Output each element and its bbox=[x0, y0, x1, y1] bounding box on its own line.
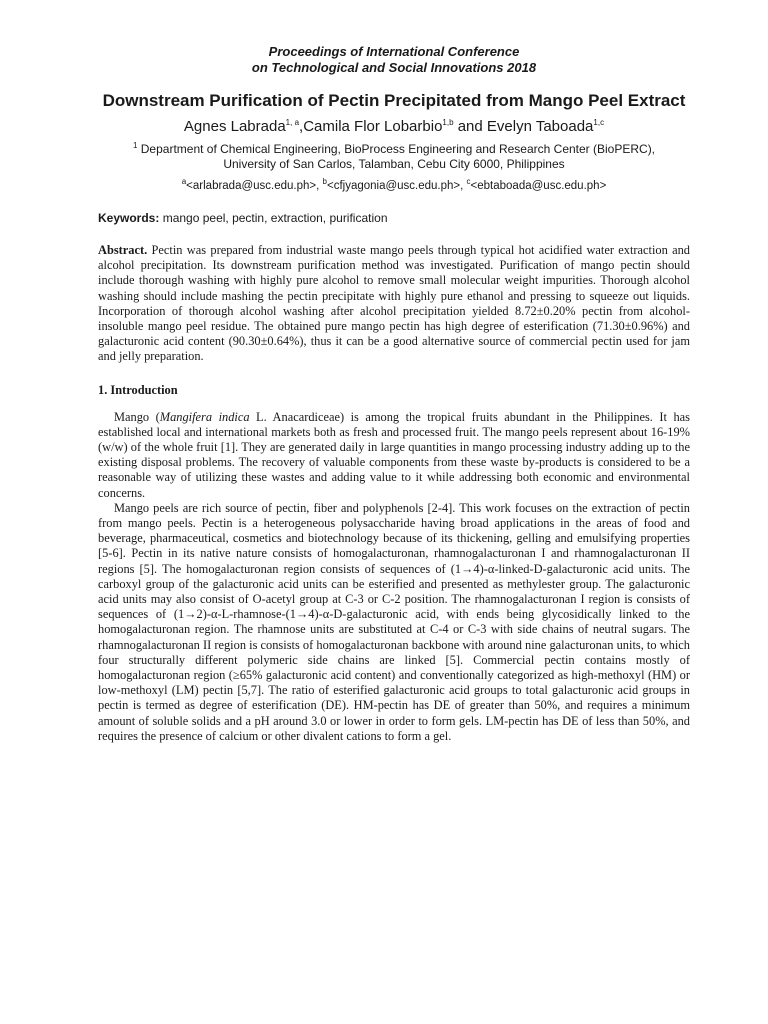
intro-p1-start: Mango ( bbox=[114, 409, 160, 424]
affiliation-mark: 1 bbox=[132, 141, 138, 150]
abstract-text: Pectin was prepared from industrial waste mango peels through typical hot acidified water extraction and alcohol precipitation. Its downstream purification method was investigated. Purification of mango pectin should include thorough washing with highly pure alcohol to remove small molecular weight impurities. Thorough alcohol washing should include mashing the pectin precipitate with highly pure ethanol and pressing to squeeze out liquids. Incorporation of thorough alcohol washing after alcohol precipitation yielded 8.72±0.20% pectin from alcohol-insoluble mango peel residue. The obtained pure mango pectin has high degree of esterification (71.30±0.96%) and galacturonic acid content (90.30±0.64%), thus it can be a good alternative source of commercial pectin used for jam and jelly preparation. bbox=[98, 243, 690, 364]
affiliation bbox=[98, 142, 690, 172]
author-emails bbox=[98, 179, 690, 193]
email-b-mark: b bbox=[322, 177, 327, 187]
abstract bbox=[98, 243, 690, 365]
author-list: Agnes Labrada$^{1, a}$,Camila Flor Lobarbio$^{1,b}$ and Evelyn Taboada$^{1,c}$ bbox=[183, 118, 605, 135]
keywords bbox=[98, 211, 690, 226]
email-a-mark: a bbox=[181, 177, 187, 187]
proceedings-line-1: Proceedings of International Conference bbox=[268, 44, 520, 59]
email-b[interactable]: <cfjyagonia@usc.edu.ph>, bbox=[326, 180, 464, 192]
proceedings-header bbox=[98, 44, 690, 76]
author-1-name: Agnes Labrada bbox=[183, 118, 286, 135]
affiliation-line-2: University of San Carlos, Talamban, Cebu City 6000, Philippines bbox=[223, 157, 565, 171]
author-3-affiliation-mark: 1,c bbox=[593, 118, 605, 127]
paper-title: Downstream Purification of Pectin Precipitated from Mango Peel Extract bbox=[102, 91, 686, 110]
affiliation-line-1: Department of Chemical Engineering, BioProcess Engineering and Research Center (BioPERC), bbox=[140, 142, 656, 156]
abstract-label: Abstract. bbox=[98, 243, 148, 257]
keywords-text: mango peel, pectin, extraction, purification bbox=[162, 211, 388, 225]
keywords-label: Keywords: bbox=[98, 211, 160, 225]
paper-page bbox=[98, 44, 690, 744]
intro-p1-rest: L. Anacardiceae) is among the tropical fruits abundant in the Philippines. It has established local and international markets both as fresh and processed fruit. The mango peels represent about 16-19% (w/w) of the whole fruit [1]. They are generated daily in large quantities in mango processing industry adding up to the existing disposal problems. The recovery of valuable components from these waste by-products is considered to be a reasonable way of utilizing these wastes and adding value to it while addressing both economic and environmental concerns. bbox=[98, 409, 690, 500]
introduction-paragraph-2: Mango peels are rich source of pectin, fiber and polyphenols [2-4]. This work focuses on the extraction of pectin from mango peels. Pectin is a heterogeneous polysaccharide having broad applications in the areas of food and beverage, pharmaceutical, cosmetics and biotechnology because of its thickening, gelling and emulsifying properties [5-6]. Pectin in its native nature consists of homogalacturonan, rhamnogalacturonan I and rhamnogalacturonan II regions [5]. The homogalacturonan region consists of sequences of (1→4)-α-linked-D-galacturonic acid units. The carboxyl group of the galacturonic acid units can be esterified and presented as methylester group. The galacturonic acid units may also consist of O-acetyl group at C-3 or C-2 position. The rhamnogalacturonan I region is consists of sequences of (1→2)-α-L-rhamnose-(1→4)-α-D-galacturonic acid, with ends being glycosidically linked to the homogalacturonan region. The rhamnose units are substituted at C-4 or C-3 with side chains of neutral sugars. The rhamnogalacturonan II region is consists of homogalacturonan backbone with around nine galacturonan units, to which four structurally different polymeric side chains are linked [5]. Commercial pectin contains mostly of homogalacturonan region (≥65% galacturonic acid content) and conventionally categorized as high-methoxyl (HM) or low-methoxyl (LM) pectin [5,7]. The ratio of esterified galacturonic acid groups to total galacturonic acid groups in pectin is termed as degree of esterification (DE). HM-pectin has DE of greater than 50%, and requires a minimum amount of soluble solids and a pH around 3.0 or lower in order to form gels. LM-pectin has DE of less than 50%, and requires the presence of calcium or other divalent cations to form a gel. bbox=[98, 500, 690, 743]
species-name: Mangifera indica bbox=[159, 409, 250, 424]
proceedings-line-2: on Technological and Social Innovations 2018 bbox=[251, 60, 537, 75]
author-3-name: Evelyn Taboada bbox=[486, 118, 594, 135]
section-heading-introduction: 1. Introduction bbox=[98, 382, 178, 397]
introduction-paragraph-1 bbox=[98, 410, 690, 501]
author-joiner: and bbox=[457, 118, 483, 135]
author-2-name: Camila Flor Lobarbio bbox=[303, 118, 443, 135]
email-a[interactable]: <arlabrada@usc.edu.ph>, bbox=[186, 180, 320, 192]
author-2-affiliation-mark: 1,b bbox=[442, 118, 454, 127]
email-c[interactable]: <ebtaboada@usc.edu.ph> bbox=[470, 180, 607, 192]
email-c-mark: c bbox=[466, 177, 471, 187]
author-1-affiliation-mark: 1, a bbox=[285, 118, 300, 127]
